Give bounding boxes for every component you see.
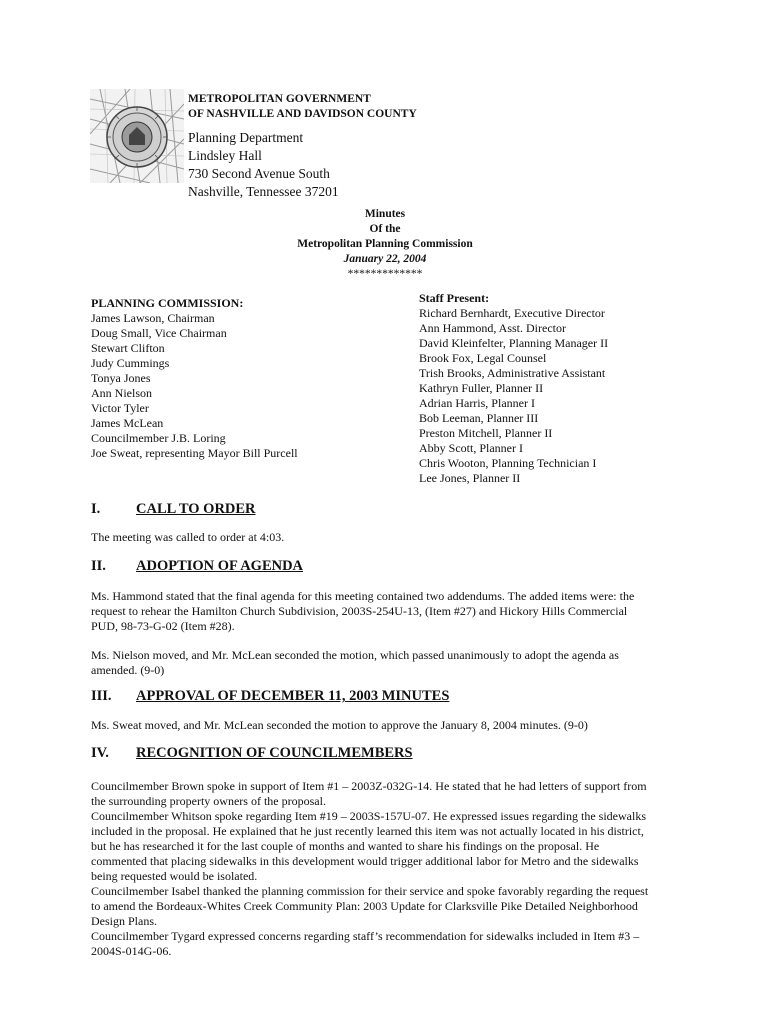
staff-member: David Kleinfelter, Planning Manager II [419,336,609,350]
commission-member: Stewart Clifton [91,341,165,355]
section-title-call-to-order: CALL TO ORDER [136,501,256,517]
address-line: Nashville, Tennessee 37201 [188,184,339,199]
staff-member: Ann Hammond, Asst. Director [419,321,566,335]
commission-member: Ann Nielson [91,386,152,400]
section-number: III. [91,688,112,704]
paragraph-line: Councilmember Whitson spoke regarding Item #19 – 2003S-157U-07. He expressed issues regarding the sidewalks [91,809,646,823]
letterhead-organization [188,92,417,122]
paragraph-line: included in the proposal. He explained that he just recently learned this item was not actually located in his district, [91,824,644,838]
staff-member: Bob Leeman, Planner III [419,411,539,425]
paragraph-line: amended. (9-0) [91,663,165,677]
org-line-2: OF NASHVILLE AND DAVIDSON COUNTY [188,108,417,120]
address-line: Planning Department [188,130,304,145]
title-line-1: Minutes [364,208,406,220]
address-line: 730 Second Avenue South [188,166,330,181]
section-title-recognition-of-councilmembers: RECOGNITION OF COUNCILMEMBERS [136,745,413,761]
section-title-approval-of-minutes: APPROVAL OF DECEMBER 11, 2003 MINUTES [136,688,450,704]
org-line-1: METROPOLITAN GOVERNMENT [188,93,371,105]
paragraph-line: The meeting was called to order at 4:03. [91,530,285,544]
commission-heading: PLANNING COMMISSION: [91,296,244,310]
paragraph-line: commented that placing sidewalks in this development would trigger additional labor for Metro and the sidewalks [91,854,639,868]
title-line-3: Metropolitan Planning Commission [297,238,473,250]
section-number: I. [91,501,101,517]
staff-member: Trish Brooks, Administrative Assistant [419,366,606,380]
section-number: IV. [91,745,109,761]
agenda-paragraph-2 [91,648,681,678]
minutes-approval-paragraph [91,718,681,733]
councilmembers-paragraph [91,779,681,959]
commission-member: James McLean [91,416,164,430]
paragraph-line: Ms. Sweat moved, and Mr. McLean seconded the motion to approve the January 8, 2004 minutes. (9-0) [91,718,588,732]
commission-member: James Lawson, Chairman [91,311,215,325]
paragraph-line: Ms. Hammond stated that the final agenda for this meeting contained two addendums. The added items were: the [91,589,635,603]
staff-member: Richard Bernhardt, Executive Director [419,306,605,320]
agenda-paragraph-1 [91,589,681,634]
staff-heading: Staff Present: [419,291,490,305]
meeting-date: January 22, 2004 [343,253,427,265]
paragraph-line: Councilmember Isabel thanked the planning commission for their service and spoke favorably regarding the request [91,884,649,898]
staff-member: Preston Mitchell, Planner II [419,426,553,440]
minutes-title-block [0,207,770,282]
staff-member: Adrian Harris, Planner I [419,396,535,410]
address-line: Lindsley Hall [188,148,262,163]
title-line-2: Of the [369,223,401,235]
paragraph-line: 2004S-014G-06. [91,944,172,958]
staff-member: Kathryn Fuller, Planner II [419,381,544,395]
paragraph-line: Design Plans. [91,914,157,928]
commission-member: Joe Sweat, representing Mayor Bill Purcell [91,446,298,460]
metro-seal-logo [90,89,184,183]
paragraph-line: Ms. Nielson moved, and Mr. McLean seconded the motion, which passed unanimously to adopt the agenda as [91,648,619,662]
letterhead-address [188,129,339,201]
commission-members-list [91,296,298,461]
commission-member: Judy Cummings [91,356,170,370]
staff-member: Abby Scott, Planner I [419,441,523,455]
commission-member: Councilmember J.B. Loring [91,431,226,445]
paragraph-line: request to rehear the Hamilton Church Subdivision, 2003S-254U-13, (Item #27) and Hickory Hills Commercial [91,604,628,618]
paragraph-line: PUD, 98-73-G-02 (Item #28). [91,619,235,633]
staff-member: Chris Wooton, Planning Technician I [419,456,597,470]
commission-member: Tonya Jones [91,371,151,385]
section-title-adoption-of-agenda: ADOPTION OF AGENDA [136,558,304,574]
staff-member: Lee Jones, Planner II [419,471,521,485]
paragraph-line: to amend the Bordeaux-Whites Creek Community Plan: 2003 Update for Clarksville Pike Detailed Neighborhood [91,899,638,913]
staff-member: Brook Fox, Legal Counsel [419,351,547,365]
section-number: II. [91,558,106,574]
paragraph-line: but he has researched it for the last couple of months and wanted to share his findings on the proposal. He [91,839,600,853]
staff-present-list [419,291,608,486]
paragraph-line: the surrounding property owners of the proposal. [91,794,326,808]
paragraph-line: being requested would be isolated. [91,869,258,883]
paragraph-line: Councilmember Brown spoke in support of Item #1 – 2003Z-032G-14. He stated that he had letters of support from [91,779,647,793]
commission-member: Doug Small, Vice Chairman [91,326,227,340]
commission-member: Victor Tyler [91,401,149,415]
separator-stars: ************* [347,268,423,280]
call-to-order-paragraph [91,530,681,545]
paragraph-line: Councilmember Tygard expressed concerns regarding staff’s recommendation for sidewalks included in Item #3 – [91,929,640,943]
